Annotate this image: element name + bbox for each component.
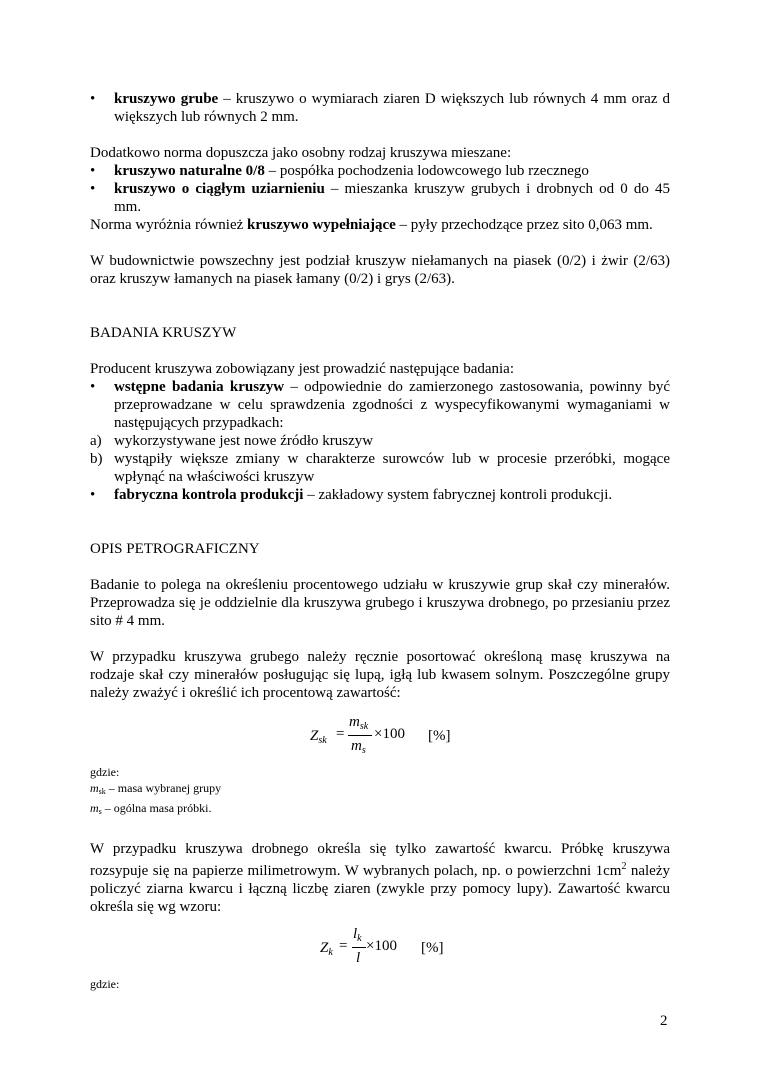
fraction-bar — [348, 735, 372, 736]
section-heading: BADANIA KRUSZYW — [90, 325, 237, 341]
term: kruszywo wypełniające — [247, 217, 396, 233]
term: kruszywo o ciągłym uziarnieniu — [114, 181, 325, 197]
list-marker: b) — [90, 451, 103, 467]
paragraph: Producent kruszywa zobowiązany jest prowadzić następujące badania: — [90, 361, 514, 377]
definition: – mieszanka kruszyw grubych i drobnych od 0 do 45 mm. — [114, 181, 670, 215]
list-item-kruszywo-ciagle — [90, 180, 670, 216]
paragraph: Dodatkowo norma dopuszcza jako osobny rodzaj kruszywa mieszane: — [90, 145, 512, 161]
list-item-fabryczna-kontrola — [90, 486, 670, 504]
page-number: 2 — [660, 1013, 668, 1029]
list-marker: a) — [90, 433, 102, 449]
list-item-kruszywo-grube — [90, 90, 670, 126]
definition-ms: $m_s$ – ogólna masa próbki. — [90, 801, 212, 816]
definition: – odpowiednie do zamierzonego zastosowania, powinny być przeprowadzane w celu sprawdzenia zgodności z wyspecyfikowanymi wymaganiami w następujących przypadkach: — [114, 379, 671, 431]
paragraph: W przypadku kruszywa drobnego określa się tylko zawartość kwarcu. Próbkę kruszywa rozsypuje się na papierze milimetrowym. W wybranych polach, np. o powierzchni $1cm^2$ należy policzyć ziarna kwarcu i łączną liczbę ziaren (zwykle przy pomocy lupy). Zawartość kwarcu określa się wg wzoru: — [90, 841, 670, 915]
definition: – zakładowy system fabrycznej kontroli produkcji. — [303, 487, 613, 503]
formula-zsk: $Z_{sk}$ = $m_{sk}$ $m_s$ ×100 [%] — [310, 714, 451, 756]
paragraph: W przypadku kruszywa grubego należy ręcznie posortować określoną masę kruszywa na rodzaje skał czy minerałów posługując się lupą, igłą lub kwasem solnym. Poszczególne grupy należy zważyć i określić ich procentową zawartość: — [90, 649, 670, 701]
definition: – kruszywo o wymiarach ziaren D większych lub równych 4 mm oraz d większych lub równych 2 mm. — [114, 91, 670, 125]
list-item-wstepne-badania — [90, 378, 670, 432]
paragraph: Badanie to polega na określeniu procentowego udziału w kruszywie grup skał czy minerałów. Przeprowadza się je oddzielnie dla kruszywa grubego i kruszywa drobnego, po przesianiu przez sito # 4 mm. — [90, 577, 670, 629]
bullet-icon: • — [90, 163, 96, 179]
definition-msk: $m_{sk}$ – masa wybranej grupy — [90, 781, 222, 796]
bullet-icon: • — [90, 379, 96, 395]
list-item-kruszywo-naturalne — [90, 162, 670, 180]
list-item-b: b) wystąpiły większe zmiany w charakterze surowców lub w procesie przeróbki, mogące wpłynąć na właściwości kruszyw — [90, 451, 670, 485]
fraction-bar — [352, 947, 366, 948]
document-page — [90, 90, 670, 992]
bullet-icon: • — [90, 91, 96, 107]
definition: – pospółka pochodzenia lodowcowego lub rzecznego — [264, 163, 589, 179]
bullet-icon: • — [90, 181, 96, 197]
paragraph: W budownictwie powszechny jest podział kruszyw niełamanych na piasek (0/2) i żwir (2/63) oraz kruszyw łamanych na piasek łamany (0/2) i grys (2/63). — [90, 253, 670, 287]
term: wstępne badania kruszyw — [114, 379, 285, 395]
where-label: gdzie: — [90, 977, 120, 991]
paragraph: Norma wyróżnia również kruszywo wypełniające – pyły przechodzące przez sito 0,063 mm. — [90, 217, 653, 233]
term: kruszywo naturalne 0/8 — [114, 163, 265, 179]
formula-zk: $Z_k$ = $l_k$ l ×100 [%] — [320, 926, 444, 966]
bullet-icon: • — [90, 487, 96, 503]
term: fabryczna kontrola produkcji — [114, 487, 304, 503]
term: kruszywo grube — [114, 91, 219, 107]
list-item-a: a) wykorzystywane jest nowe źródło kruszyw — [90, 433, 374, 449]
where-label: gdzie: — [90, 765, 120, 779]
section-heading: OPIS PETROGRAFICZNY — [90, 541, 260, 557]
